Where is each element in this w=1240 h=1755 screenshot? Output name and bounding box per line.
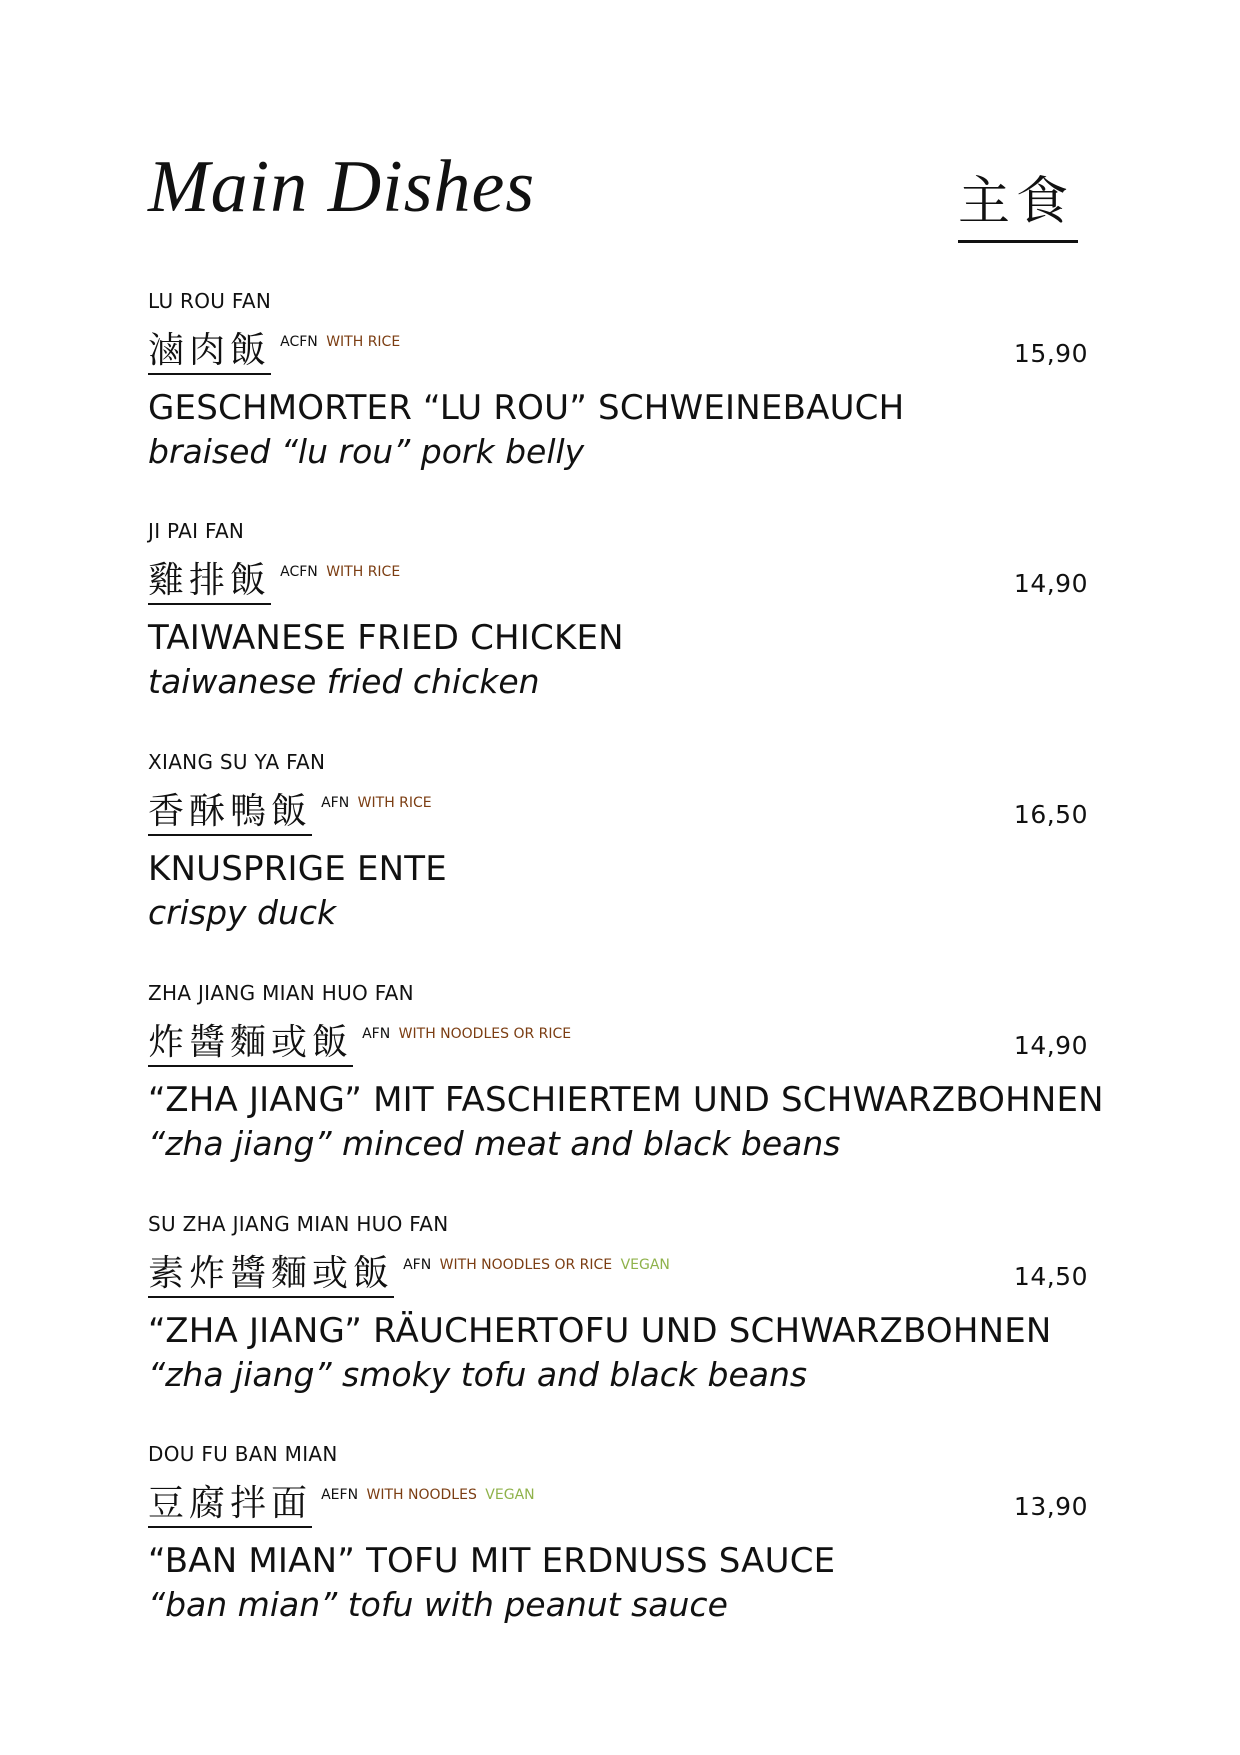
- dish-german-name: “BAN MIAN” TOFU MIT ERDNUSS SAUCE: [148, 1541, 836, 1581]
- dish-chinese-block: [148, 1022, 572, 1067]
- dish-romanized-name: ZHA JIANG MIAN HUO FAN: [148, 981, 414, 1005]
- serving-style: WITH RICE: [326, 334, 401, 350]
- allergen-codes: AFN: [362, 1026, 391, 1042]
- dish-english-name: braised “lu rou” pork belly: [148, 432, 585, 471]
- dish-chinese-name: 炸醬麵或飯: [148, 1025, 353, 1067]
- serving-style: WITH NOODLES OR RICE: [398, 1026, 572, 1042]
- vegan-tag: VEGAN: [620, 1257, 670, 1273]
- menu-item: [148, 752, 1088, 952]
- dish-english-name: “ban mian” tofu with peanut sauce: [148, 1585, 728, 1624]
- dish-english-name: crispy duck: [148, 893, 337, 932]
- dish-english-name: taiwanese fried chicken: [148, 662, 540, 701]
- vegan-tag: VEGAN: [485, 1487, 535, 1503]
- dish-chinese-name: 雞排飯: [148, 563, 271, 605]
- menu-item: [148, 981, 1104, 1183]
- dish-tags: [321, 1488, 535, 1502]
- dish-english-name: “zha jiang” minced meat and black beans: [148, 1124, 841, 1163]
- dish-romanized-name: XIANG SU YA FAN: [148, 750, 326, 774]
- dish-tags: [321, 796, 432, 810]
- dish-chinese-name: 滷肉飯: [148, 333, 271, 375]
- menu-item: [148, 291, 1088, 491]
- dish-chinese-name: 素炸醬麵或飯: [148, 1256, 394, 1298]
- dish-price: 15,90: [1013, 339, 1088, 368]
- serving-style: WITH NOODLES: [366, 1487, 477, 1503]
- menu-item: [148, 1214, 1088, 1414]
- dish-tags: [362, 1027, 571, 1041]
- dish-german-name: GESCHMORTER “LU ROU” SCHWEINEBAUCH: [148, 388, 905, 428]
- dish-chinese-block: [148, 1253, 670, 1298]
- allergen-codes: AEFN: [321, 1487, 359, 1503]
- dish-german-name: “ZHA JIANG” RÄUCHERTOFU UND SCHWARZBOHNEN: [148, 1311, 1052, 1351]
- dish-chinese-block: [148, 330, 401, 375]
- menu-item: [148, 1444, 1088, 1644]
- serving-style: WITH RICE: [357, 795, 432, 811]
- dish-english-name: “zha jiang” smoky tofu and black beans: [148, 1355, 808, 1394]
- dish-german-name: “ZHA JIANG” MIT FASCHIERTEM UND SCHWARZBOHNEN: [148, 1080, 1104, 1120]
- page-title-chinese: 主食: [958, 172, 1075, 232]
- allergen-codes: ACFN: [280, 334, 318, 350]
- dish-tags: [280, 565, 400, 579]
- dish-romanized-name: LU ROU FAN: [148, 289, 272, 313]
- allergen-codes: ACFN: [280, 564, 318, 580]
- dish-romanized-name: DOU FU BAN MIAN: [148, 1442, 338, 1466]
- allergen-codes: AFN: [321, 795, 350, 811]
- serving-style: WITH RICE: [326, 564, 401, 580]
- page-title: Main Dishes: [148, 146, 536, 228]
- dish-tags: [280, 335, 400, 349]
- dish-chinese-block: [148, 1483, 535, 1528]
- dish-price: 13,90: [1013, 1492, 1088, 1521]
- dish-german-name: KNUSPRIGE ENTE: [148, 849, 447, 889]
- dish-chinese-name: 香酥鴨飯: [148, 794, 312, 836]
- menu-item: [148, 521, 1088, 721]
- dish-chinese-block: [148, 560, 401, 605]
- dish-german-name: TAIWANESE FRIED CHICKEN: [148, 618, 624, 658]
- dish-romanized-name: JI PAI FAN: [148, 519, 245, 543]
- serving-style: WITH NOODLES OR RICE: [439, 1257, 613, 1273]
- dish-tags: [403, 1258, 670, 1272]
- dish-price: 14,50: [1013, 1262, 1088, 1291]
- dish-romanized-name: SU ZHA JIANG MIAN HUO FAN: [148, 1212, 449, 1236]
- allergen-codes: AFN: [403, 1257, 432, 1273]
- dish-chinese-block: [148, 791, 432, 836]
- title-underline: [958, 240, 1078, 243]
- dish-price: 14,90: [1013, 1031, 1088, 1060]
- dish-price: 14,90: [1013, 569, 1088, 598]
- dish-price: 16,50: [1013, 800, 1088, 829]
- dish-chinese-name: 豆腐拌面: [148, 1486, 312, 1528]
